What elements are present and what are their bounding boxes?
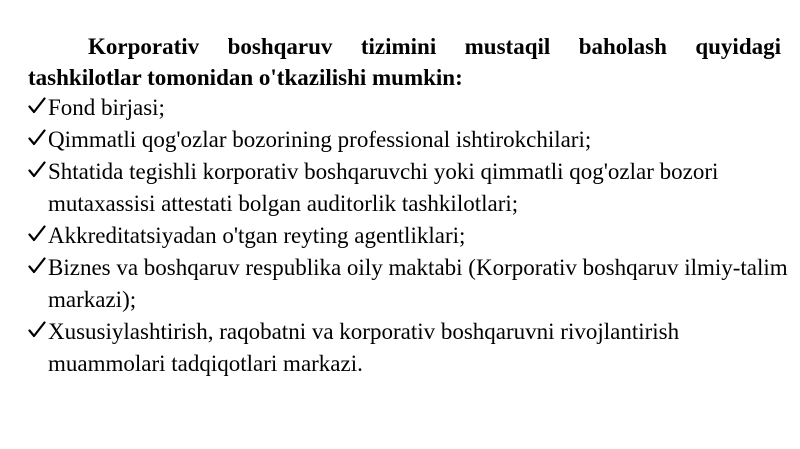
checkmark-icon <box>28 257 46 275</box>
list-item-text: Fond birjasi; <box>48 95 165 120</box>
list-item <box>28 252 788 316</box>
slide-heading: Korporativ boshqaruv tizimini mustaqil baholash quyidagi tashkilotlar tomonidan o'tkazilishi mumkin: <box>28 34 781 90</box>
list-item-text: Qimmatli qog'ozlar bozorining professional ishtirokchilari; <box>48 127 592 152</box>
list-item <box>28 220 788 252</box>
list-item-text: Xususiylashtirish, raqobatni va korporativ boshqaruvni rivojlantirish muammolari tadqiqotlari markazi. <box>48 319 680 376</box>
checkmark-icon <box>28 161 46 179</box>
list-item <box>28 124 788 156</box>
checkmark-icon <box>28 129 46 147</box>
list-item-text: Shtatida tegishli korporativ boshqaruvchi yoki qimmatli qog'ozlar bozori mutaxassisi attestati bolgan auditorlik tashkilotlari; <box>48 159 719 216</box>
checkmark-icon <box>28 225 46 243</box>
checkmark-icon <box>28 97 46 115</box>
organization-list <box>28 92 788 380</box>
list-item-text: Biznes va boshqaruv respublika oily maktabi (Korporativ boshqaruv ilmiy-talim markazi); <box>48 255 788 312</box>
list-item <box>28 92 788 124</box>
list-item-text: Akkreditatsiyadan o'tgan reyting agentliklari; <box>48 223 466 248</box>
checkmark-icon <box>28 321 46 339</box>
list-item <box>28 316 788 380</box>
list-item <box>28 156 788 220</box>
